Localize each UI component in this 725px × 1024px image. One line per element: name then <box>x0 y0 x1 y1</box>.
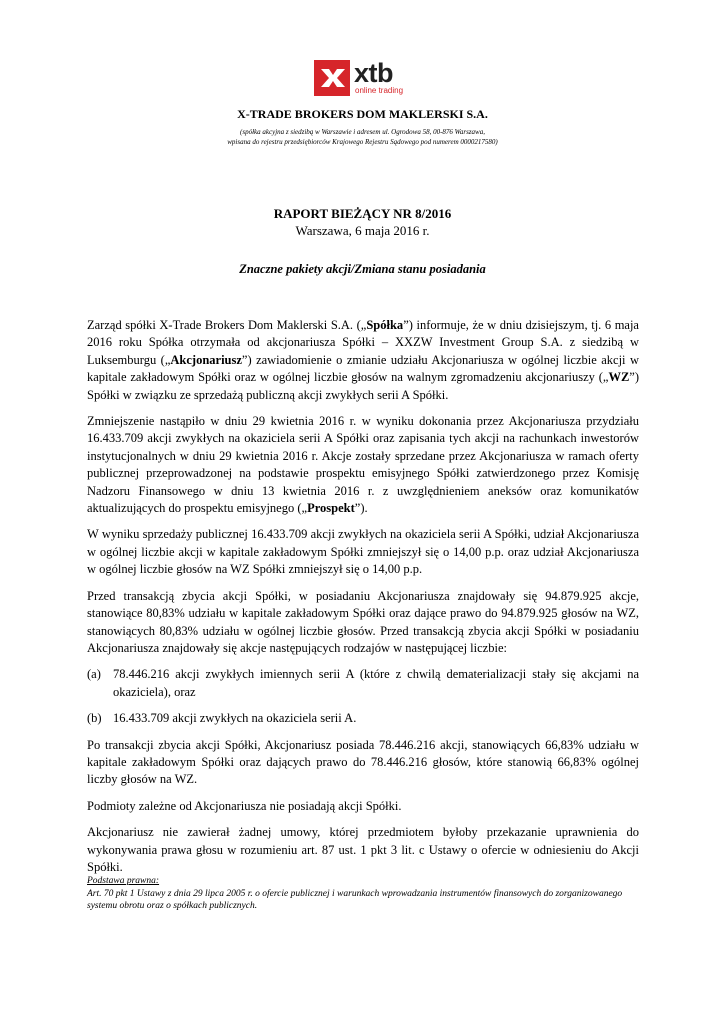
p2-text-a: Zmniejszenie nastąpiło w dniu 29 kwietnia 2016 r. w wyniku dokonania przez Akcjonariusza przydziału 16.433.709 akcji zwykłych na okaziciela serii A Spółki oraz zapisania tych akcji na rachunkach inwestorów instytucjonalnych w dniu 29 kwietnia 2016 r. Akcje zostały sprzedane przez Akcjonariusza w ramach oferty publicznej przeprowadzonej na podstawie prospektu emisyjnego Spółki zatwierdzonego przez Komisję Nadzoru Finansowego w dniu 13 kwietnia 2016 r. z uwzględnieniem aneksów oraz komunikatów aktualizujących do prospektu emisyjnego („ <box>87 414 639 516</box>
list-text: 78.446.216 akcji zwykłych imiennych serii A (które z chwilą dematerializacji stały się akcjami na okaziciela), oraz <box>113 667 639 699</box>
report-subject: Znaczne pakiety akcji/Zmiana stanu posiadania <box>239 262 486 276</box>
paragraph-5: Po transakcji zbycia akcji Spółki, Akcjonariusz posiada 78.446.216 akcji, stanowiących 66,83% udziału w kapitale zakładowym Spółki oraz dających prawo do 78.446.216 głosów, które stanowią 66,83% ogólnej liczby głosów na WZ. <box>87 737 639 787</box>
report-body <box>87 317 639 885</box>
term-akcjonariusz: Akcjonariusz <box>170 352 242 367</box>
term-wz: WZ <box>608 370 630 385</box>
report-dateline: Warszawa, 6 maja 2016 r. <box>295 223 430 238</box>
paragraph-4: Przed transakcją zbycia akcji Spółki, w posiadaniu Akcjonariusza znajdowały się 94.879.925 akcje, stanowiące 80,83% udziału w kapitale zakładowym Spółki oraz dające prawo do 94.879.925 głosów na WZ, stanowiących 80,83% udziału w ogólnej liczbie głosów. Przed transakcją zbycia akcji Spółki w posiadaniu Akcjonariusza znajdowały się akcje następujących rodzajów w następującej liczbie: <box>87 588 639 655</box>
list-item <box>87 710 639 727</box>
list-marker: (a) <box>87 667 101 682</box>
company-info-line-2: wpisana do rejestru przedsiębiorców Krajowego Rejestru Sądowego pod numerem 0000217580) <box>227 138 498 146</box>
xtb-logo <box>314 60 414 96</box>
paragraph-3: W wyniku sprzedaży publicznej 16.433.709 akcji zwykłych na okaziciela serii A Spółki, udział Akcjonariusza w ogólnej liczbie akcji w kapitale zakładowym Spółki zmniejszył się o 14,00 p.p. oraz udział Akcjonariusza w ogólnej liczbie głosów na WZ Spółki zmniejszył się o 14,00 p.p. <box>87 527 639 577</box>
paragraph-2 <box>87 413 639 517</box>
logo-tagline: online trading <box>355 86 404 95</box>
company-info-line-1: (spółka akcyjna z siedzibą w Warszawie i adresem ul. Ogrodowa 58, 00-876 Warszawa, <box>240 128 485 136</box>
company-name: X-TRADE BROKERS DOM MAKLERSKI S.A. <box>237 107 488 121</box>
shares-list <box>87 666 639 727</box>
legal-basis-text: Art. 70 pkt 1 Ustawy z dnia 29 lipca 2005 r. o ofercie publicznej i warunkach wprowadzania instrumentów finansowych do zorganizowanego systemu obrotu oraz o spółkach publicznych. <box>87 888 623 911</box>
p2-text-c: ”). <box>354 501 368 516</box>
paragraph-1 <box>87 317 639 404</box>
p1-text-e: ”) zawiadomienie o zmianie udziału Akcjonariusza w ogólnej liczbie akcji w kapitale zakładowym Spółki oraz w ogólnej liczbie głosów na walnym zgromadzeniu akcjonariuszy („ <box>87 352 639 385</box>
paragraph-7: Akcjonariusz nie zawierał żadnej umowy, której przedmiotem byłoby przekazanie uprawnienia do wykonywania prawa głosu w rozumieniu art. 87 ust. 1 pkt 3 lit. c Ustawy o ofercie w odniesieniu do Akcji Spółki. <box>87 825 639 874</box>
company-info <box>0 127 725 147</box>
term-prospekt: Prospekt <box>307 501 355 516</box>
p1-text-c: ”) informuje, że w dniu dzisiejszym, tj. 6 maja 2016 roku Spółka otrzymała od akcjonariusza Spółki – XXZW Investment Group S.A. z siedzibą w Luksemburgu („ <box>87 318 639 367</box>
legal-basis-heading: Podstawa prawna: <box>87 876 160 886</box>
p1-text-g: ”) Spółki w związku ze sprzedażą publiczną akcji zwykłych serii A Spółki. <box>87 370 639 402</box>
list-text: 16.433.709 akcji zwykłych na okaziciela serii A. <box>113 711 357 726</box>
report-title: RAPORT BIEŻĄCY NR 8/2016 <box>273 206 452 221</box>
logo-brand: xtb <box>354 58 393 88</box>
paragraph-6: Podmioty zależne od Akcjonariusza nie posiadają akcji Spółki. <box>87 798 402 813</box>
term-spolka: Spółka <box>366 318 404 332</box>
list-marker: (b) <box>87 711 102 726</box>
list-item <box>87 666 639 701</box>
p1-text-a: Zarząd spółki X-Trade Brokers Dom Maklerski S.A. („ <box>87 318 367 332</box>
legal-basis <box>87 875 639 913</box>
xtb-logo-mark-icon <box>314 60 350 96</box>
